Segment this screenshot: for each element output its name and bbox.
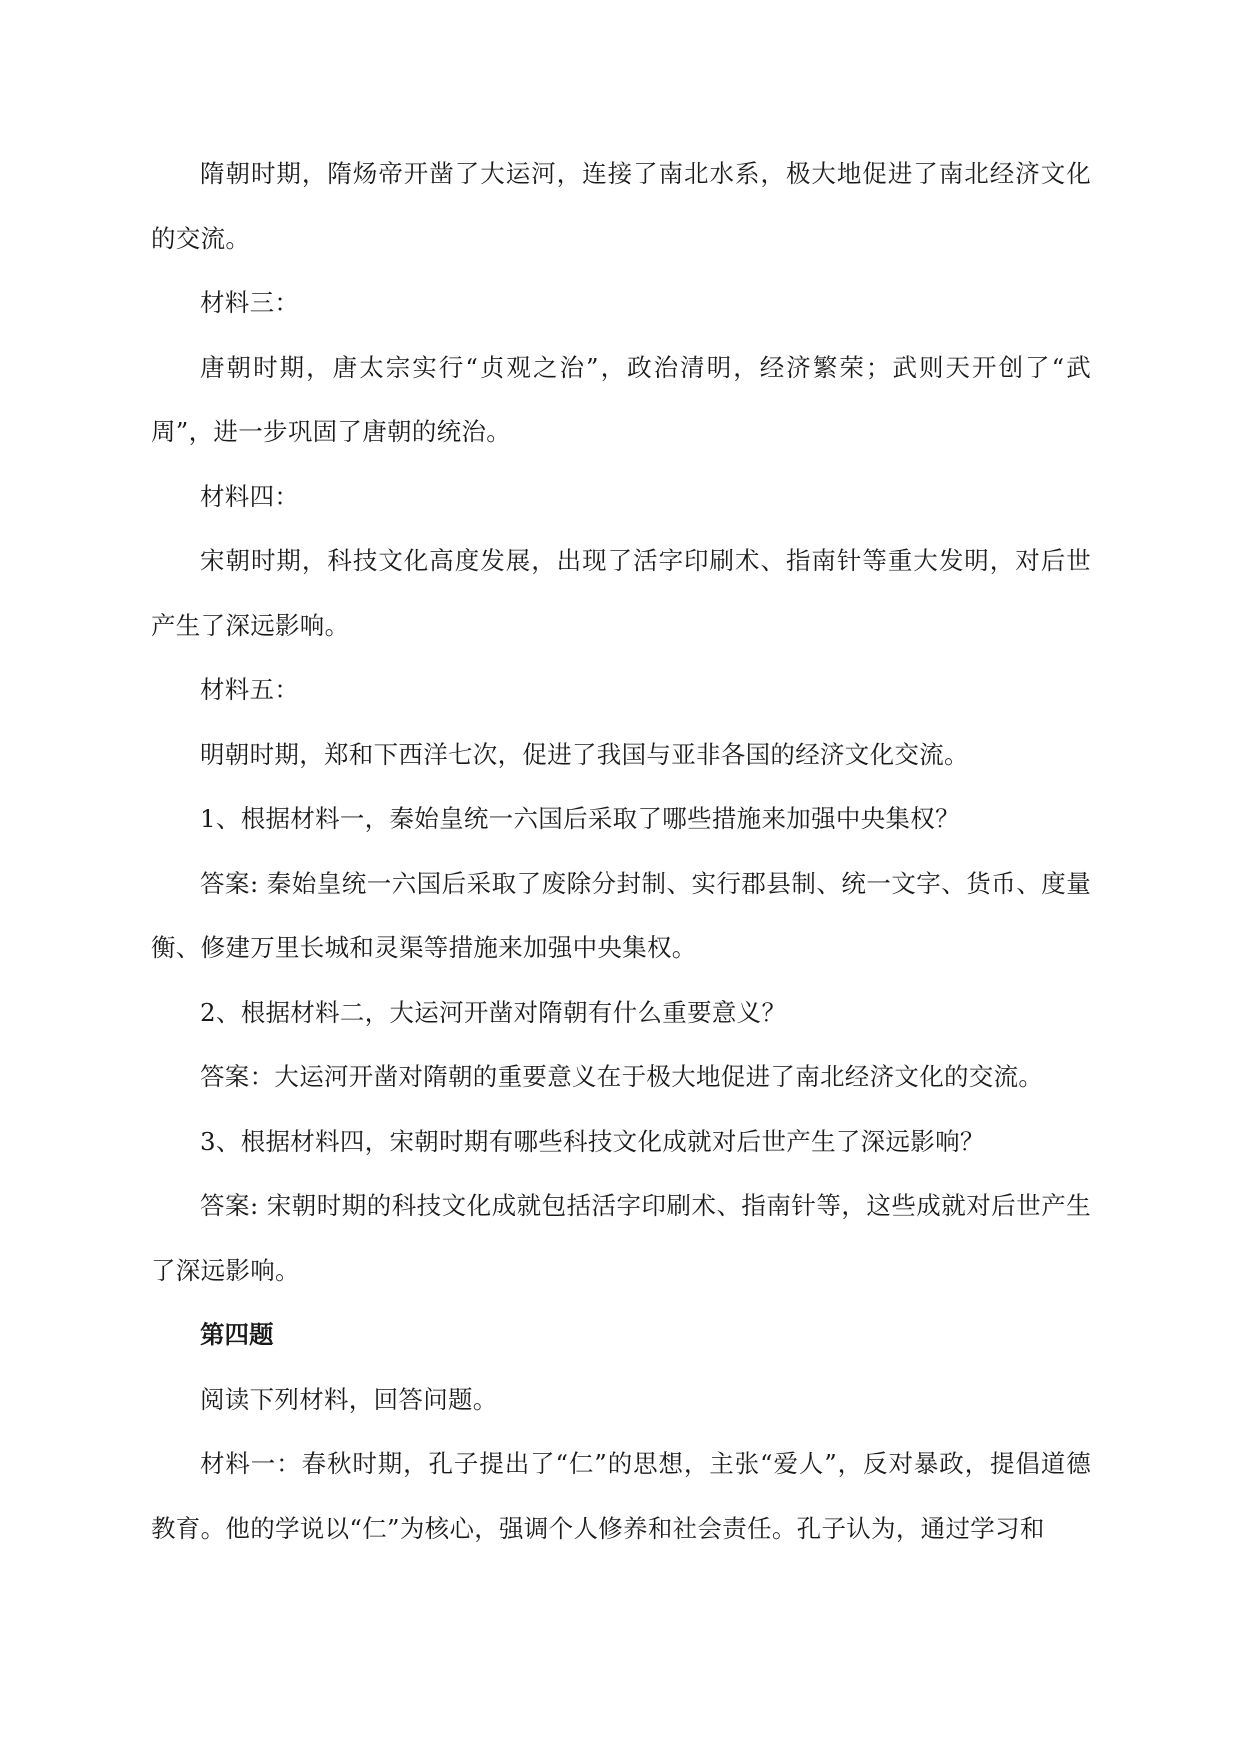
section-heading-question-four: 第四题 xyxy=(200,1320,274,1349)
question-one: 1、根据材料一，秦始皇统一六国后采取了哪些措施来加强中央集权？ xyxy=(200,804,960,833)
paragraph-song-dynasty: 宋朝时期，科技文化高度发展，出现了活字印刷术、指南针等重大发明，对后世产生了深远影响。 xyxy=(151,546,1091,640)
answer-one: 答案: 秦始皇统一六国后采取了废除分封制、实行郡县制、统一文字、货币、度量衡、修建万里长城和灵渠等措施来加强中央集权。 xyxy=(151,868,1091,962)
question-two: 2、根据材料二，大运河开凿对隋朝有什么重要意义？ xyxy=(200,997,787,1027)
paragraph-tang-dynasty: 唐朝时期，唐太宗实行“贞观之治”，政治清明，经济繁荣；武则天开创了“武周”，进一步巩固了唐朝的统治。 xyxy=(151,352,1091,446)
material-five-label: 材料五： xyxy=(200,675,300,704)
material-three-label: 材料三： xyxy=(200,288,300,317)
paragraph-sui-canal: 隋朝时期，隋炀帝开凿了大运河，连接了南北水系，极大地促进了南北经济文化的交流。 xyxy=(151,159,1091,253)
answer-three: 答案: 宋朝时期的科技文化成就包括活字印刷术、指南针等，这些成就对后世产生了深远影响。 xyxy=(151,1191,1091,1285)
reading-instruction: 阅读下列材料，回答问题。 xyxy=(200,1384,498,1414)
paragraph-ming-dynasty: 明朝时期，郑和下西洋七次，促进了我国与亚非各国的经济文化交流。 xyxy=(200,739,969,769)
document-body xyxy=(151,142,1091,1561)
material-four-label: 材料四： xyxy=(200,481,300,511)
question-three: 3、根据材料四，宋朝时期有哪些科技文化成就对后世产生了深远影响？ xyxy=(200,1126,985,1156)
answer-two: 答案：大运河开凿对隋朝的重要意义在于极大地促进了南北经济文化的交流。 xyxy=(200,1062,1044,1091)
material-one-confucius: 材料一：春秋时期，孔子提出了“仁”的思想，主张“爱人”，反对暴政，提倡道德教育。他的学说以“仁”为核心，强调个人修养和社会责任。孔子认为，通过学习和 xyxy=(151,1449,1091,1543)
